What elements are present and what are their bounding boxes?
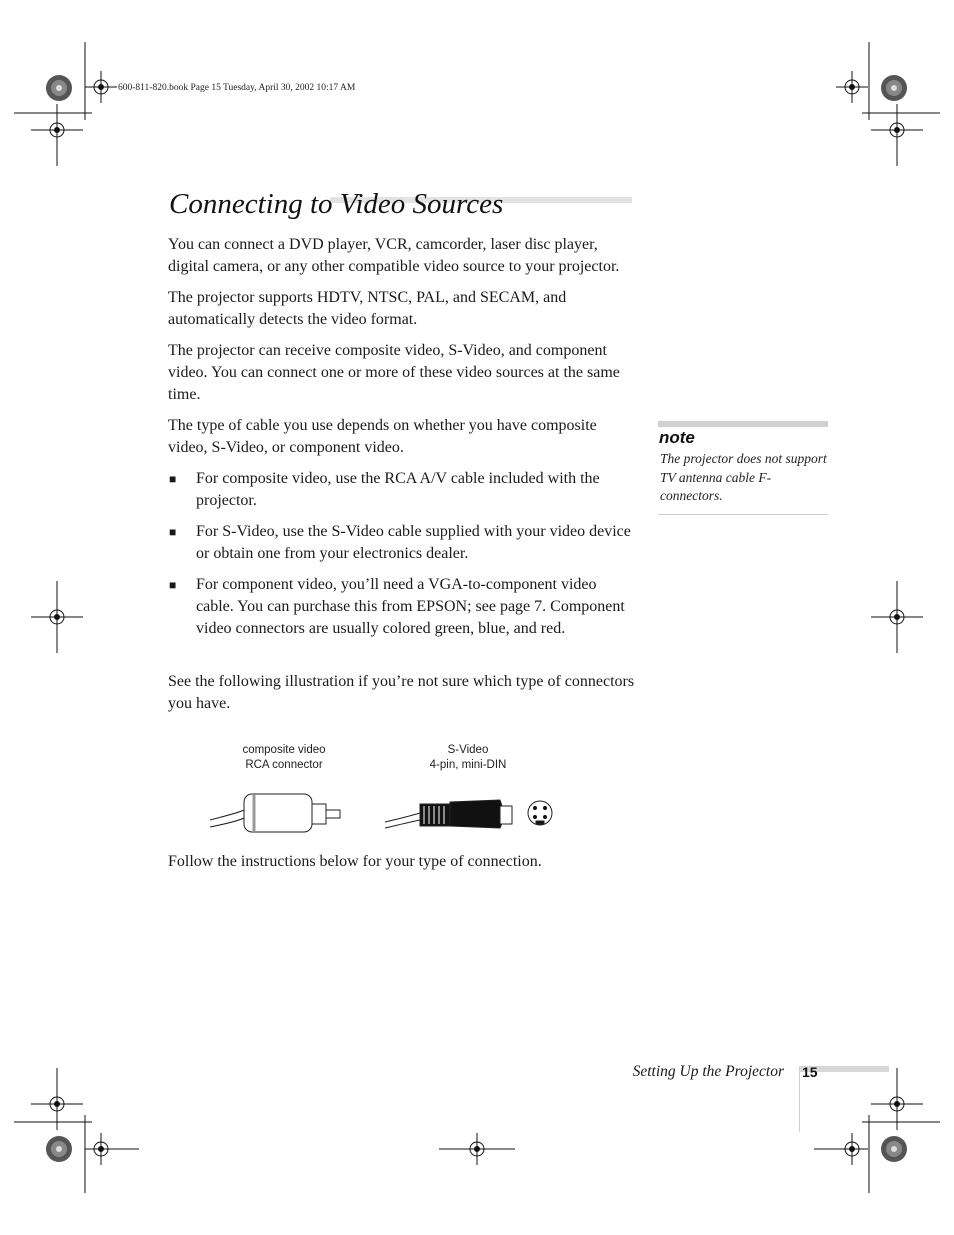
note-text: The projector does not support TV antenna cable F-connectors. [660,451,827,503]
note-rule [658,514,828,515]
signal-types-paragraph: The projector can receive composite video, S-Video, and component video. You can connect one or more of these video sources at the same time. [168,342,620,403]
bullet-composite: For composite video, use the RCA A/V cable included with the projector. [196,470,600,509]
svideo-connector-drawing [385,800,552,828]
footer-section-title: Setting Up the Projector [632,1063,784,1080]
svideo-caption-line1: S-Video [447,744,489,756]
page-title: Connecting to Video Sources [169,188,504,220]
cable-type-paragraph: The type of cable you use depends on whether you have composite video, S-Video, or component video. [168,417,597,456]
composite-caption-line1: composite video [242,744,326,756]
illustration-intro: See the following illustration if you’re not sure which type of connectors you have. [168,673,635,712]
svideo-caption [398,743,538,773]
note-bar [658,421,828,427]
connector-illustration [200,780,570,840]
bullet-marker: ■ [169,525,177,539]
footer-rule [799,1066,800,1132]
page-number: 15 [802,1064,818,1080]
bullet-marker: ■ [169,472,177,486]
bullet-marker: ■ [169,578,177,592]
composite-caption [214,743,354,773]
file-slug: 600-811-820.book Page 15 Tuesday, April 30, 2002 10:17 AM [118,83,356,93]
composite-caption-line2: RCA connector [245,759,323,771]
closing-paragraph: Follow the instructions below for your type of connection. [168,853,542,870]
bullet-svideo: For S-Video, use the S-Video cable supplied with your video device or obtain one from your electronics dealer. [196,523,631,562]
rca-connector-drawing [210,794,340,832]
note-title: note [659,428,695,447]
bullet-component: For component video, you’ll need a VGA-to-component video cable. You can purchase this from EPSON; see page 7. Component video connectors are usually colored green, blue, and red. [196,576,625,637]
svideo-caption-line2: 4-pin, mini-DIN [429,759,507,771]
formats-paragraph: The projector supports HDTV, NTSC, PAL, and SECAM, and automatically detects the video format. [168,289,567,328]
intro-paragraph: You can connect a DVD player, VCR, camcorder, laser disc player, digital camera, or any other compatible video source to your projector. [168,236,620,275]
